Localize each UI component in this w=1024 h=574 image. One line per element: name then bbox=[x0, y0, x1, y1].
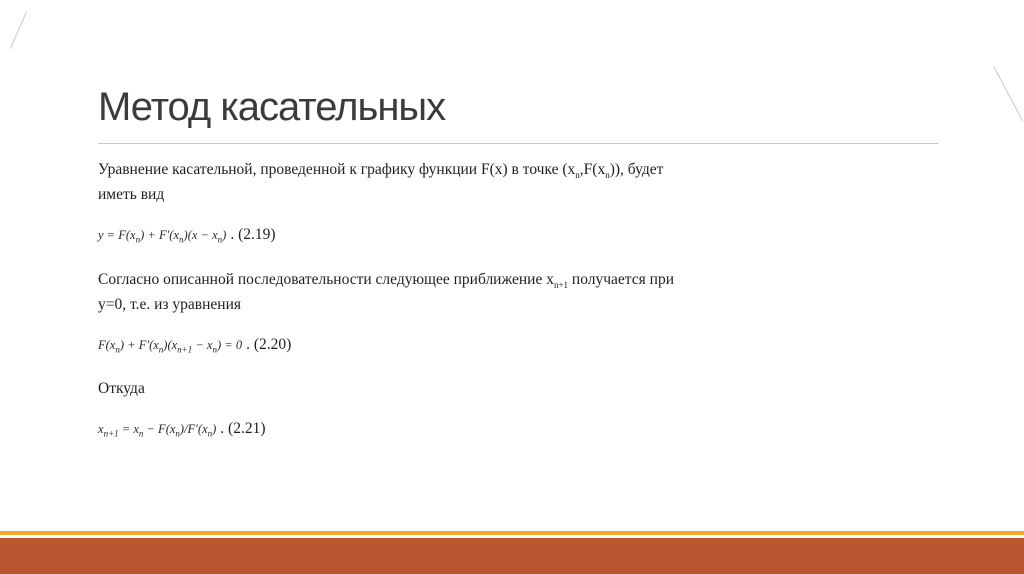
slide-title: Метод касательных bbox=[98, 85, 446, 129]
equation-2-19 bbox=[98, 225, 798, 250]
text: получается при bbox=[568, 270, 674, 288]
formula: $F(x_n) + F'(x_n)(x_{n+1} - x_n) = 0$ bbox=[98, 337, 243, 355]
subscript: n bbox=[575, 170, 580, 181]
title-divider bbox=[98, 143, 938, 144]
text: Уравнение касательной, проведенной к графику функции F(x) в точке (x bbox=[98, 161, 576, 178]
paragraph-next-approximation bbox=[98, 270, 798, 315]
slide-body bbox=[98, 160, 798, 444]
text: )), будет bbox=[609, 161, 664, 178]
paragraph-whence: Откуда bbox=[98, 380, 145, 398]
equation-number: . (2.21) bbox=[220, 420, 266, 438]
footer-bar bbox=[0, 538, 1024, 574]
equation-2-21 bbox=[98, 419, 798, 444]
text: ,F(x bbox=[579, 161, 606, 178]
subscript: n bbox=[605, 170, 610, 181]
paragraph-tangent-equation bbox=[98, 160, 798, 205]
equation-number: . (2.19) bbox=[230, 226, 276, 244]
decorative-corner-line bbox=[10, 12, 27, 49]
equation-2-20 bbox=[98, 335, 798, 360]
text: Согласно описанной последовательности следующее приближение x bbox=[98, 270, 554, 288]
formula: $y = F(x_n) + F'(x_n)(x - x_n)$ bbox=[98, 228, 227, 245]
text: y=0, т.е. из уравнения bbox=[98, 295, 241, 313]
equation-number: . (2.20) bbox=[246, 335, 292, 353]
subscript: n+1 bbox=[553, 279, 569, 290]
text: иметь вид bbox=[98, 186, 165, 204]
formula: $x_{n+1} = x_n - F(x_n)/F'(x_n)$ bbox=[98, 422, 217, 439]
decorative-corner-line bbox=[993, 66, 1023, 121]
footer-accent-line bbox=[0, 531, 1024, 535]
